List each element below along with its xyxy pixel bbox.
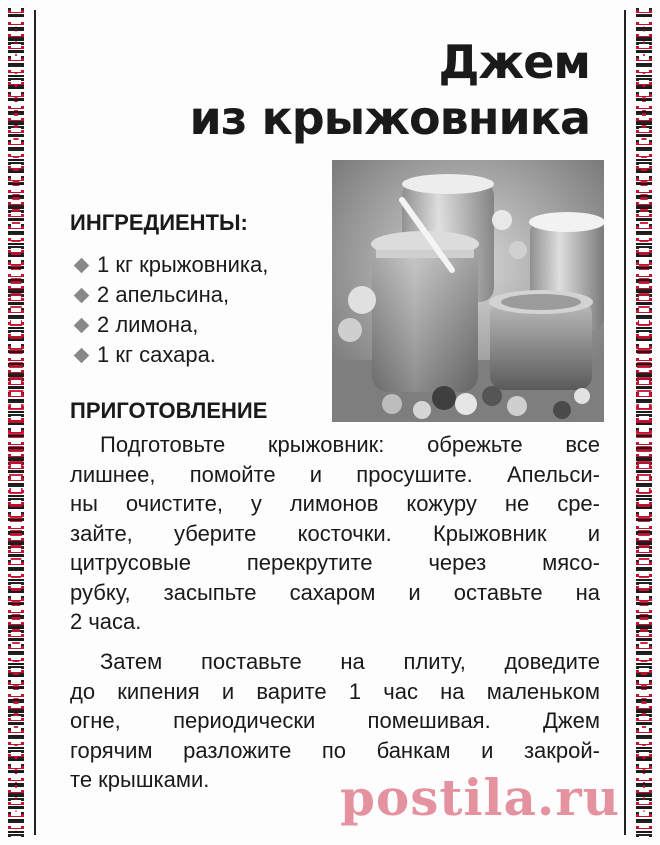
diamond-bullet-icon	[74, 287, 90, 303]
ingredients-heading: ИНГРЕДИЕНТЫ:	[70, 210, 248, 235]
list-item: 2 лимона,	[74, 310, 268, 340]
preparation-paragraph-2: Затем поставьте на плиту, доведите до кипения и варите 1 час на маленьком огне, периодически помешивая. Джем горячим разложите по банкам и закрой- те крышками.	[70, 649, 600, 792]
recipe-title	[190, 34, 590, 146]
jam-jars-photo	[332, 160, 604, 422]
diamond-bullet-icon	[74, 317, 90, 333]
list-item: 1 кг сахара.	[74, 340, 268, 370]
watermark: postila.ru	[339, 768, 620, 827]
left-ornament-border	[8, 8, 24, 837]
preparation-paragraph-1: Подготовьте крыжовник: обрежьте все лишнее, помойте и просушите. Апельси- ны очистите, у лимонов кожуру не сре- зайте, уберите косточки. Крыжовник и цитрусовые перекрутите через мясо- рубку, засыпьте сахаром и оставьте на 2 часа.	[70, 432, 600, 634]
list-item: 1 кг крыжовника,	[74, 250, 268, 280]
right-ornament-border	[636, 8, 652, 837]
ingredients-list	[74, 250, 268, 370]
diamond-bullet-icon	[74, 347, 90, 363]
list-item: 2 апельсина,	[74, 280, 268, 310]
diamond-bullet-icon	[74, 257, 90, 273]
title-line-1: Джем	[438, 35, 590, 89]
preparation-heading: ПРИГОТОВЛЕНИЕ	[70, 398, 268, 423]
title-line-2: из крыжовника	[189, 91, 590, 145]
